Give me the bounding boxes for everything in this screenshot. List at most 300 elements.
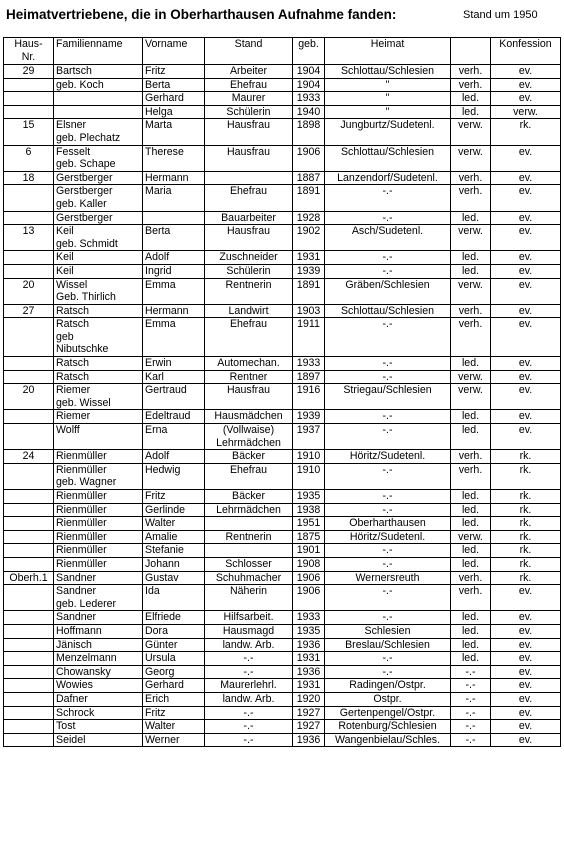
table-row xyxy=(4,211,561,225)
cell-hausnr xyxy=(4,92,54,106)
cell-hausnr xyxy=(4,264,54,278)
cell-konfession: rk. xyxy=(491,490,561,504)
cell-familienname: Wolff xyxy=(54,424,143,450)
cell-heimat: -.- xyxy=(325,503,451,517)
cell-familienname: Chowansky xyxy=(54,665,143,679)
cell-vorname: Gertraud xyxy=(143,384,205,410)
cell-stand: Hausfrau xyxy=(205,225,293,251)
cell-konfession: rk. xyxy=(491,463,561,489)
cell-geb: 1940 xyxy=(293,105,325,119)
cell-heimat: Wernersreuth xyxy=(325,571,451,585)
cell-hausnr xyxy=(4,530,54,544)
cell-stand: -.- xyxy=(205,720,293,734)
cell-geb: 1911 xyxy=(293,318,325,357)
cell-geb: 1908 xyxy=(293,557,325,571)
table-row xyxy=(4,463,561,489)
cell-heimat: " xyxy=(325,105,451,119)
cell-heimat: Höritz/Sudetenl. xyxy=(325,530,451,544)
header-stand: Stand xyxy=(205,38,293,65)
cell-status: verh. xyxy=(451,585,491,611)
cell-familienname: Gerstberger xyxy=(54,171,143,185)
cell-heimat: Oberharthausen xyxy=(325,517,451,531)
table-row xyxy=(4,665,561,679)
cell-konfession: ev. xyxy=(491,585,561,611)
cell-status: led. xyxy=(451,92,491,106)
cell-familienname: Rienmüller geb. Wagner xyxy=(54,463,143,489)
table-row xyxy=(4,517,561,531)
cell-hausnr: Oberh.1 xyxy=(4,571,54,585)
cell-geb: 1931 xyxy=(293,251,325,265)
cell-geb: 1951 xyxy=(293,517,325,531)
cell-heimat: -.- xyxy=(325,370,451,384)
cell-stand: Schuhmacher xyxy=(205,571,293,585)
cell-familienname xyxy=(54,105,143,119)
cell-konfession: ev. xyxy=(491,318,561,357)
cell-heimat: Schlottau/Schlesien xyxy=(325,145,451,171)
cell-geb: 1933 xyxy=(293,611,325,625)
cell-hausnr xyxy=(4,720,54,734)
cell-vorname: Elfriede xyxy=(143,611,205,625)
cell-vorname: Walter xyxy=(143,517,205,531)
header-konfession: Konfession xyxy=(491,38,561,65)
cell-konfession: verw. xyxy=(491,105,561,119)
cell-konfession: ev. xyxy=(491,211,561,225)
cell-status: led. xyxy=(451,490,491,504)
cell-heimat: -.- xyxy=(325,544,451,558)
cell-stand: Arbeiter xyxy=(205,65,293,79)
cell-heimat: Radingen/Ostpr. xyxy=(325,679,451,693)
cell-heimat: -.- xyxy=(325,585,451,611)
cell-vorname: Amalie xyxy=(143,530,205,544)
cell-familienname: Rienmüller xyxy=(54,490,143,504)
cell-konfession: rk. xyxy=(491,571,561,585)
table-row xyxy=(4,503,561,517)
cell-heimat: Gräben/Schlesien xyxy=(325,278,451,304)
cell-geb: 1910 xyxy=(293,450,325,464)
cell-heimat: -.- xyxy=(325,665,451,679)
cell-heimat: -.- xyxy=(325,318,451,357)
cell-konfession: ev. xyxy=(491,65,561,79)
cell-status: -.- xyxy=(451,706,491,720)
cell-vorname: Adolf xyxy=(143,251,205,265)
cell-geb: 1891 xyxy=(293,185,325,211)
cell-status: led. xyxy=(451,357,491,371)
cell-hausnr xyxy=(4,611,54,625)
cell-konfession: ev. xyxy=(491,171,561,185)
cell-geb: 1906 xyxy=(293,145,325,171)
cell-hausnr xyxy=(4,185,54,211)
cell-status: verh. xyxy=(451,318,491,357)
table-row xyxy=(4,424,561,450)
table-body xyxy=(4,65,561,747)
cell-geb: 1906 xyxy=(293,585,325,611)
cell-hausnr xyxy=(4,211,54,225)
cell-heimat: Asch/Sudetenl. xyxy=(325,225,451,251)
cell-status: led. xyxy=(451,251,491,265)
cell-familienname: Tost xyxy=(54,720,143,734)
cell-stand xyxy=(205,171,293,185)
cell-familienname: Fesselt geb. Schape xyxy=(54,145,143,171)
cell-status: verh. xyxy=(451,185,491,211)
cell-konfession: ev. xyxy=(491,185,561,211)
table-row xyxy=(4,652,561,666)
cell-konfession: ev. xyxy=(491,278,561,304)
cell-vorname: Ida xyxy=(143,585,205,611)
cell-vorname: Walter xyxy=(143,720,205,734)
cell-konfession: ev. xyxy=(491,652,561,666)
cell-familienname: Riemer xyxy=(54,410,143,424)
table-row xyxy=(4,171,561,185)
cell-familienname: Keil xyxy=(54,264,143,278)
cell-hausnr xyxy=(4,544,54,558)
cell-stand: Landwirt xyxy=(205,304,293,318)
cell-familienname: Riemer geb. Wissel xyxy=(54,384,143,410)
header-hausnr-line2: Nr. xyxy=(21,50,36,63)
cell-konfession: ev. xyxy=(491,410,561,424)
cell-status: led. xyxy=(451,544,491,558)
cell-familienname: Sandner geb. Lederer xyxy=(54,585,143,611)
cell-heimat: -.- xyxy=(325,490,451,504)
cell-familienname: Rienmüller xyxy=(54,503,143,517)
cell-geb: 1937 xyxy=(293,424,325,450)
cell-heimat: " xyxy=(325,78,451,92)
cell-konfession: ev. xyxy=(491,720,561,734)
cell-status: led. xyxy=(451,652,491,666)
cell-stand: Bäcker xyxy=(205,490,293,504)
table-row xyxy=(4,225,561,251)
cell-konfession: ev. xyxy=(491,733,561,747)
cell-familienname: Hoffmann xyxy=(54,624,143,638)
header-vorname: Vorname xyxy=(143,38,205,65)
table-row xyxy=(4,490,561,504)
cell-konfession: ev. xyxy=(491,424,561,450)
cell-familienname: Seidel xyxy=(54,733,143,747)
cell-familienname: Rienmüller xyxy=(54,557,143,571)
cell-vorname: Gerhard xyxy=(143,92,205,106)
table-row xyxy=(4,65,561,79)
cell-konfession: ev. xyxy=(491,679,561,693)
cell-familienname: Elsner geb. Plechatz xyxy=(54,119,143,145)
cell-heimat: Gertenpengel/Ostpr. xyxy=(325,706,451,720)
cell-konfession: ev. xyxy=(491,611,561,625)
cell-hausnr xyxy=(4,318,54,357)
header-familienname: Familienname xyxy=(54,38,143,65)
cell-familienname: Bartsch xyxy=(54,65,143,79)
cell-status: led. xyxy=(451,503,491,517)
cell-familienname: Sandner xyxy=(54,571,143,585)
cell-hausnr xyxy=(4,652,54,666)
cell-hausnr xyxy=(4,638,54,652)
cell-status: -.- xyxy=(451,720,491,734)
cell-vorname: Erich xyxy=(143,692,205,706)
cell-vorname: Gustav xyxy=(143,571,205,585)
cell-heimat: Ostpr. xyxy=(325,692,451,706)
cell-hausnr: 27 xyxy=(4,304,54,318)
cell-hausnr: 20 xyxy=(4,278,54,304)
cell-vorname: Johann xyxy=(143,557,205,571)
cell-konfession: ev. xyxy=(491,692,561,706)
header-hausnr-line1: Haus- xyxy=(14,38,43,50)
cell-geb: 1933 xyxy=(293,357,325,371)
cell-hausnr xyxy=(4,557,54,571)
cell-vorname: Fritz xyxy=(143,706,205,720)
cell-vorname: Erwin xyxy=(143,357,205,371)
cell-status: led. xyxy=(451,264,491,278)
table-row xyxy=(4,638,561,652)
cell-stand: -.- xyxy=(205,652,293,666)
cell-heimat: Schlottau/Schlesien xyxy=(325,304,451,318)
cell-status: led. xyxy=(451,410,491,424)
cell-stand: -.- xyxy=(205,733,293,747)
cell-geb: 1916 xyxy=(293,384,325,410)
cell-vorname: Fritz xyxy=(143,65,205,79)
cell-status: verw. xyxy=(451,530,491,544)
cell-hausnr xyxy=(4,503,54,517)
cell-status: verh. xyxy=(451,450,491,464)
cell-vorname: Berta xyxy=(143,78,205,92)
cell-konfession: rk. xyxy=(491,450,561,464)
cell-heimat: Rotenburg/Schlesien xyxy=(325,720,451,734)
cell-stand: Ehefrau xyxy=(205,78,293,92)
table-row xyxy=(4,720,561,734)
cell-geb: 1927 xyxy=(293,720,325,734)
cell-familienname: Menzelmann xyxy=(54,652,143,666)
cell-heimat: Wangenbielau/Schles. xyxy=(325,733,451,747)
cell-hausnr xyxy=(4,679,54,693)
cell-familienname: Rienmüller xyxy=(54,517,143,531)
cell-heimat: -.- xyxy=(325,264,451,278)
cell-heimat: -.- xyxy=(325,463,451,489)
cell-stand: Hausmädchen xyxy=(205,410,293,424)
cell-vorname: Ingrid xyxy=(143,264,205,278)
cell-hausnr xyxy=(4,370,54,384)
cell-konfession: ev. xyxy=(491,665,561,679)
cell-geb: 1901 xyxy=(293,544,325,558)
cell-status: led. xyxy=(451,517,491,531)
cell-hausnr: 29 xyxy=(4,65,54,79)
cell-vorname: Gerhard xyxy=(143,679,205,693)
table-row xyxy=(4,185,561,211)
cell-heimat: -.- xyxy=(325,652,451,666)
cell-stand: Hausfrau xyxy=(205,119,293,145)
cell-status: verh. xyxy=(451,78,491,92)
cell-vorname: Berta xyxy=(143,225,205,251)
table-row xyxy=(4,557,561,571)
cell-geb: 1891 xyxy=(293,278,325,304)
cell-hausnr xyxy=(4,665,54,679)
cell-geb: 1936 xyxy=(293,638,325,652)
cell-familienname: geb. Koch xyxy=(54,78,143,92)
table-row xyxy=(4,571,561,585)
cell-vorname: Hermann xyxy=(143,171,205,185)
cell-vorname: Marta xyxy=(143,119,205,145)
cell-geb: 1931 xyxy=(293,679,325,693)
cell-status: verw. xyxy=(451,119,491,145)
cell-stand: Lehrmädchen xyxy=(205,503,293,517)
cell-familienname: Wowies xyxy=(54,679,143,693)
cell-konfession: ev. xyxy=(491,624,561,638)
cell-familienname: Wissel Geb. Thirlich xyxy=(54,278,143,304)
cell-heimat: Schlottau/Schlesien xyxy=(325,65,451,79)
cell-status: verh. xyxy=(451,171,491,185)
cell-hausnr: 15 xyxy=(4,119,54,145)
cell-stand: Rentnerin xyxy=(205,530,293,544)
cell-familienname: Gerstberger geb. Kaller xyxy=(54,185,143,211)
cell-vorname: Werner xyxy=(143,733,205,747)
cell-hausnr xyxy=(4,517,54,531)
cell-status: verh. xyxy=(451,463,491,489)
cell-vorname: Hedwig xyxy=(143,463,205,489)
cell-stand: Ehefrau xyxy=(205,185,293,211)
cell-stand: landw. Arb. xyxy=(205,692,293,706)
cell-familienname: Ratsch geb Nibutschke xyxy=(54,318,143,357)
cell-familienname: Ratsch xyxy=(54,370,143,384)
cell-vorname: Emma xyxy=(143,318,205,357)
table-row xyxy=(4,624,561,638)
cell-heimat: -.- xyxy=(325,211,451,225)
cell-stand: Maurerlehrl. xyxy=(205,679,293,693)
cell-konfession: ev. xyxy=(491,706,561,720)
cell-geb: 1898 xyxy=(293,119,325,145)
cell-geb: 1903 xyxy=(293,304,325,318)
cell-vorname: Maria xyxy=(143,185,205,211)
cell-stand: Schülerin xyxy=(205,264,293,278)
table-row xyxy=(4,384,561,410)
cell-familienname: Ratsch xyxy=(54,304,143,318)
table-row xyxy=(4,679,561,693)
cell-heimat: -.- xyxy=(325,410,451,424)
cell-konfession: rk. xyxy=(491,544,561,558)
cell-heimat: Striegau/Schlesien xyxy=(325,384,451,410)
cell-status: verw. xyxy=(451,384,491,410)
cell-vorname: Gerlinde xyxy=(143,503,205,517)
cell-hausnr xyxy=(4,410,54,424)
cell-konfession: ev. xyxy=(491,145,561,171)
cell-konfession: ev. xyxy=(491,370,561,384)
table-row xyxy=(4,105,561,119)
cell-heimat: Höritz/Sudetenl. xyxy=(325,450,451,464)
cell-status: led. xyxy=(451,424,491,450)
cell-status: verw. xyxy=(451,225,491,251)
cell-heimat: " xyxy=(325,92,451,106)
cell-familienname: Jänisch xyxy=(54,638,143,652)
cell-vorname: Hermann xyxy=(143,304,205,318)
cell-stand xyxy=(205,517,293,531)
cell-hausnr xyxy=(4,692,54,706)
cell-familienname: Keil xyxy=(54,251,143,265)
cell-familienname: Schrock xyxy=(54,706,143,720)
cell-konfession: rk. xyxy=(491,517,561,531)
header-row xyxy=(4,38,561,65)
cell-stand: -.- xyxy=(205,706,293,720)
table-row xyxy=(4,585,561,611)
cell-stand: Ehefrau xyxy=(205,463,293,489)
cell-vorname: Adolf xyxy=(143,450,205,464)
cell-status: led. xyxy=(451,611,491,625)
cell-familienname: Keil geb. Schmidt xyxy=(54,225,143,251)
table-row xyxy=(4,278,561,304)
header-status xyxy=(451,38,491,65)
cell-status: verh. xyxy=(451,571,491,585)
cell-geb: 1887 xyxy=(293,171,325,185)
cell-status: -.- xyxy=(451,665,491,679)
table-row xyxy=(4,304,561,318)
cell-konfession: ev. xyxy=(491,251,561,265)
cell-vorname: Stefanie xyxy=(143,544,205,558)
cell-geb: 1927 xyxy=(293,706,325,720)
cell-vorname: Georg xyxy=(143,665,205,679)
cell-konfession: rk. xyxy=(491,530,561,544)
cell-geb: 1931 xyxy=(293,652,325,666)
cell-hausnr xyxy=(4,105,54,119)
cell-familienname: Rienmüller xyxy=(54,544,143,558)
cell-stand xyxy=(205,544,293,558)
table-row xyxy=(4,692,561,706)
cell-stand: Hausfrau xyxy=(205,384,293,410)
cell-hausnr xyxy=(4,357,54,371)
cell-geb: 1897 xyxy=(293,370,325,384)
cell-vorname: Edeltraud xyxy=(143,410,205,424)
table-row xyxy=(4,370,561,384)
cell-stand: Hilfsarbeit. xyxy=(205,611,293,625)
cell-konfession: ev. xyxy=(491,304,561,318)
document-title: Heimatvertriebene, die in Oberharthausen Aufnahme fanden: xyxy=(6,7,397,22)
table-row xyxy=(4,706,561,720)
cell-vorname: Dora xyxy=(143,624,205,638)
cell-stand: -.- xyxy=(205,665,293,679)
cell-status: led. xyxy=(451,105,491,119)
cell-geb: 1906 xyxy=(293,571,325,585)
cell-stand: Rentnerin xyxy=(205,278,293,304)
table-row xyxy=(4,450,561,464)
cell-hausnr xyxy=(4,490,54,504)
cell-status: verh. xyxy=(451,304,491,318)
cell-vorname: Ursula xyxy=(143,652,205,666)
cell-status: led. xyxy=(451,638,491,652)
table-row xyxy=(4,92,561,106)
cell-vorname: Fritz xyxy=(143,490,205,504)
cell-stand: Schülerin xyxy=(205,105,293,119)
cell-heimat: Lanzendorf/Sudetenl. xyxy=(325,171,451,185)
cell-heimat: Schlesien xyxy=(325,624,451,638)
cell-heimat: Breslau/Schlesien xyxy=(325,638,451,652)
cell-stand: Bauarbeiter xyxy=(205,211,293,225)
table-row xyxy=(4,544,561,558)
cell-vorname xyxy=(143,211,205,225)
cell-status: led. xyxy=(451,211,491,225)
cell-konfession: rk. xyxy=(491,503,561,517)
cell-konfession: ev. xyxy=(491,92,561,106)
table-row xyxy=(4,410,561,424)
cell-konfession: ev. xyxy=(491,78,561,92)
cell-geb: 1910 xyxy=(293,463,325,489)
cell-geb: 1904 xyxy=(293,78,325,92)
cell-status: verh. xyxy=(451,65,491,79)
cell-geb: 1935 xyxy=(293,490,325,504)
cell-konfession: rk. xyxy=(491,119,561,145)
cell-stand: Näherin xyxy=(205,585,293,611)
cell-vorname: Emma xyxy=(143,278,205,304)
cell-geb: 1939 xyxy=(293,264,325,278)
cell-geb: 1902 xyxy=(293,225,325,251)
cell-familienname: Rienmüller xyxy=(54,450,143,464)
table-row xyxy=(4,264,561,278)
cell-familienname xyxy=(54,92,143,106)
table-row xyxy=(4,318,561,357)
table-row xyxy=(4,611,561,625)
cell-familienname: Ratsch xyxy=(54,357,143,371)
cell-hausnr: 6 xyxy=(4,145,54,171)
